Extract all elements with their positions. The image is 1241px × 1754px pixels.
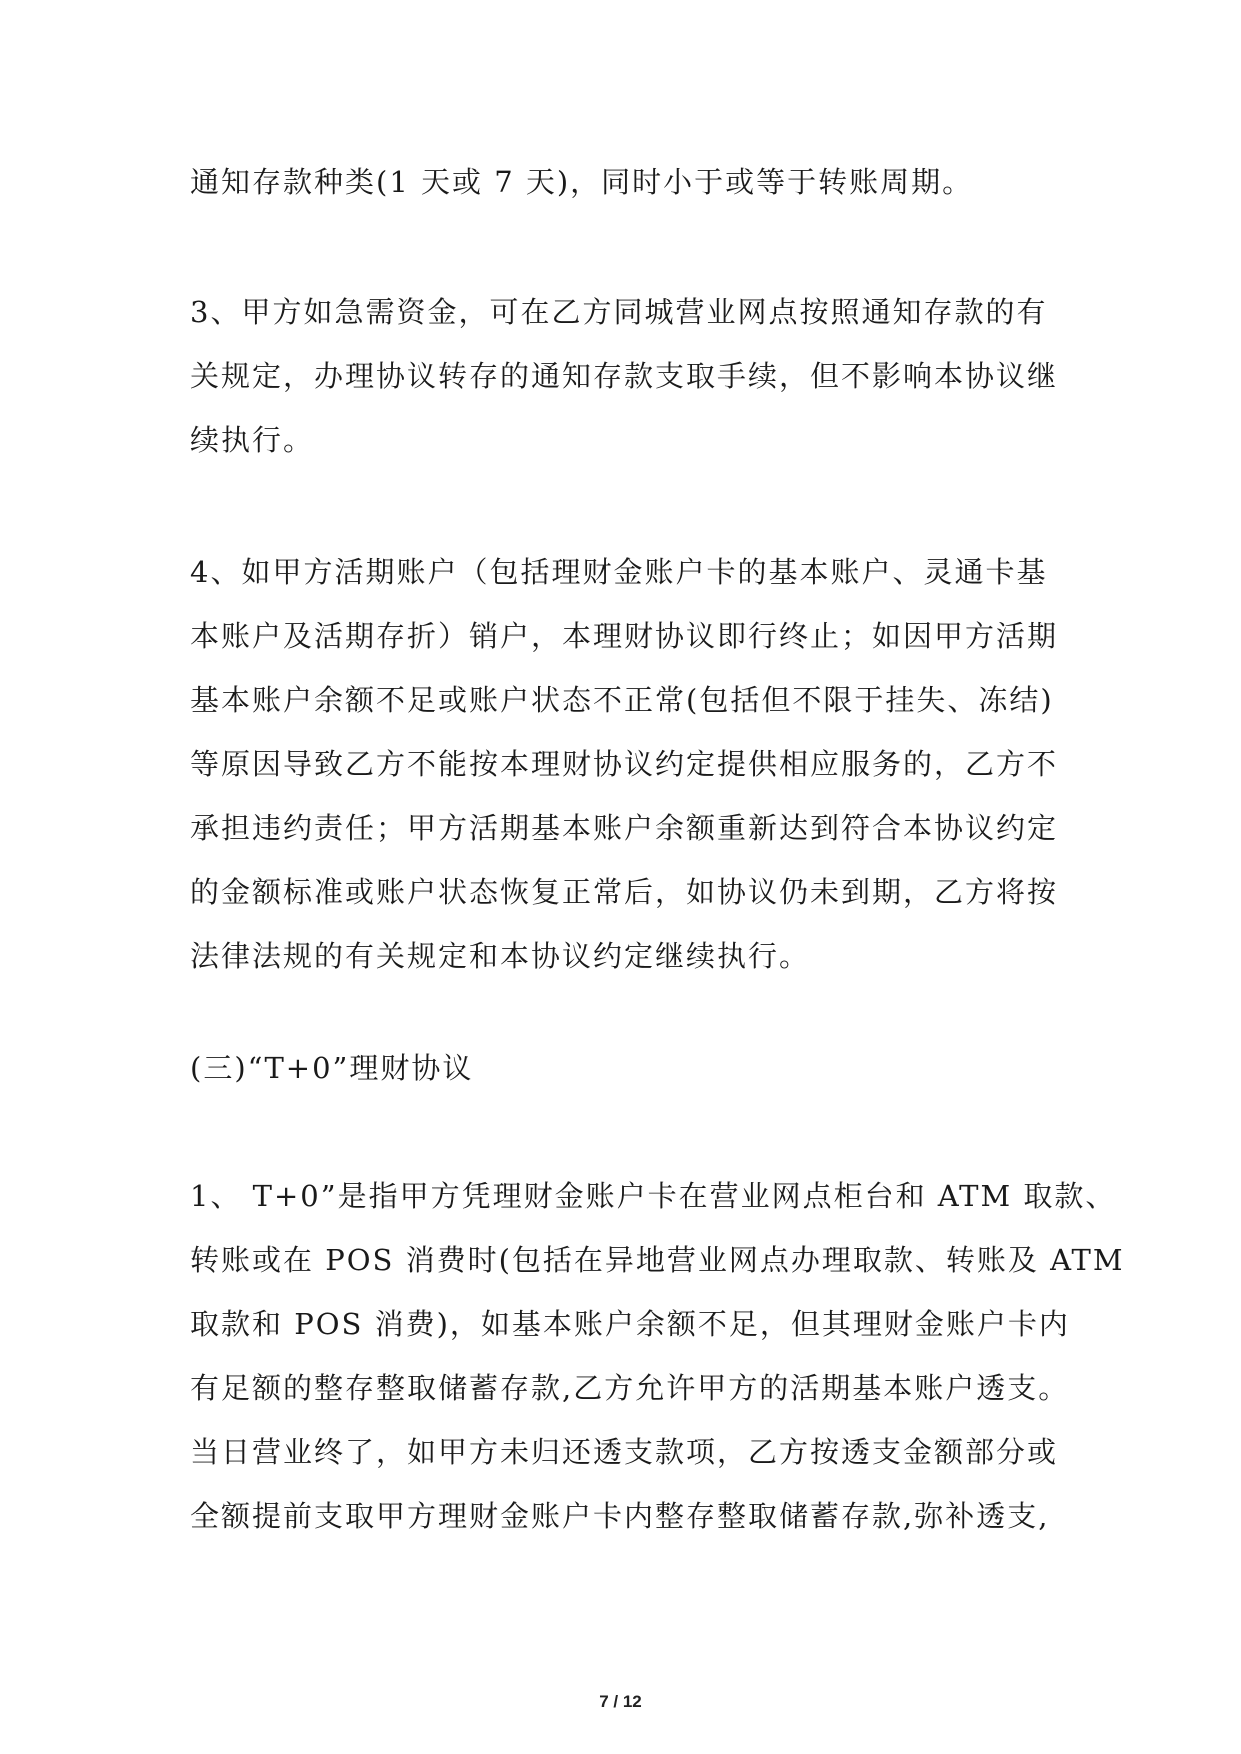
page-number: 7 / 12 xyxy=(599,1692,642,1711)
text-line: 3、甲方如急需资金，可在乙方同城营业网点按照通知存款的有 xyxy=(190,295,1048,329)
text-line: 取款和 POS 消费)，如基本账户余额不足，但其理财金账户卡内 xyxy=(190,1307,1070,1341)
text-line: 基本账户余额不足或账户状态不正常(包括但不限于挂失、冻结) xyxy=(190,683,1054,717)
text-line: 有足额的整存整取储蓄存款,乙方允许甲方的活期基本账户透支。 xyxy=(190,1371,1070,1405)
text-line: 全额提前支取甲方理财金账户卡内整存整取储蓄存款,弥补透支, xyxy=(190,1499,1050,1533)
text-line: 1、 T+0”是指甲方凭理财金账户卡在营业网点柜台和 ATM 取款、 xyxy=(190,1179,1117,1213)
paragraph xyxy=(190,280,1058,472)
text-line: 的金额标准或账户状态恢复正常后，如协议仍未到期，乙方将按 xyxy=(190,875,1059,909)
text-line: 承担违约责任；甲方活期基本账户余额重新达到符合本协议约定 xyxy=(190,811,1059,845)
text-line: 4、如甲方活期账户（包括理财金账户卡的基本账户、灵通卡基 xyxy=(190,555,1048,589)
text-line: 转账或在 POS 消费时(包括在异地营业网点办理取款、转账及 ATM xyxy=(190,1243,1125,1277)
text-line: 通知存款种类(1 天或 7 天)，同时小于或等于转账周期。 xyxy=(190,165,974,199)
text-line: 法律法规的有关规定和本协议约定继续执行。 xyxy=(190,939,811,973)
text-line: (三)“T+0”理财协议 xyxy=(190,1051,474,1085)
text-line: 当日营业终了，如甲方未归还透支款项，乙方按透支金额部分或 xyxy=(190,1435,1059,1469)
section-heading xyxy=(190,1036,473,1100)
paragraph xyxy=(190,1164,1125,1548)
text-line: 续执行。 xyxy=(190,423,315,457)
text-line: 等原因导致乙方不能按本理财协议约定提供相应服务的，乙方不 xyxy=(190,747,1059,781)
paragraph xyxy=(190,150,973,214)
text-line: 关规定，办理协议转存的通知存款支取手续，但不影响本协议继 xyxy=(190,359,1059,393)
paragraph xyxy=(190,540,1058,988)
text-line: 本账户及活期存折）销户，本理财协议即行终止；如因甲方活期 xyxy=(190,619,1059,653)
